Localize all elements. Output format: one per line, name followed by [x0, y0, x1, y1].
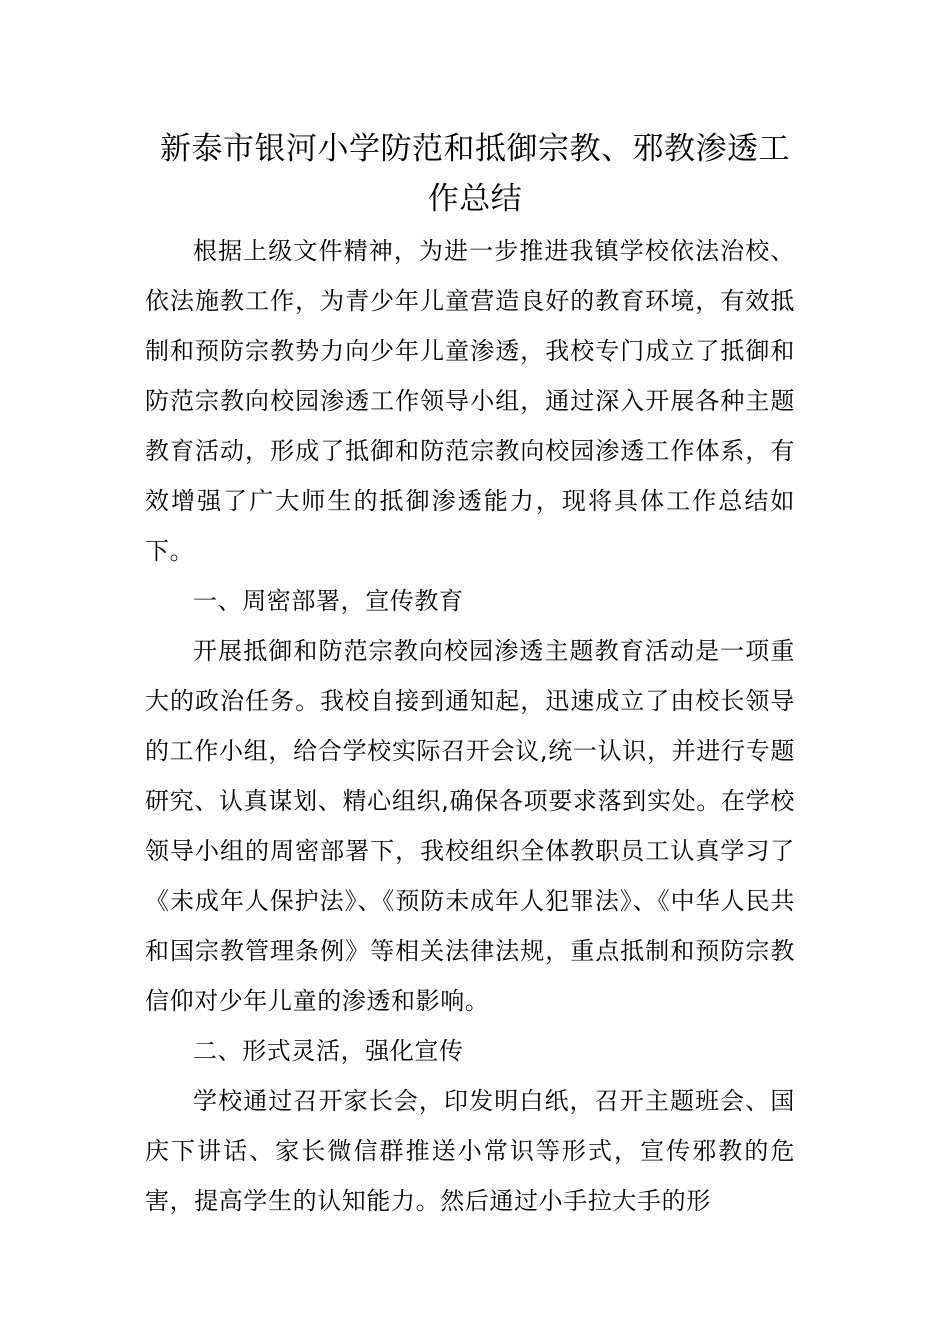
paragraph-section-2: 学校通过召开家长会，印发明白纸，召开主题班会、国庆下讲话、家长微信群推送小常识等形式，宣传邪教的危害，提高学生的认知能力。然后通过小手拉大手的形	[145, 1087, 795, 1215]
document-body	[145, 226, 795, 1226]
section-heading-1: 一、周密部署，宣传教育	[193, 587, 464, 615]
document-title: 新泰市银河小学防范和抵御宗教、邪教渗透工作总结	[160, 131, 790, 217]
paragraph-intro: 根据上级文件精神，为进一步推进我镇学校依法治校、依法施教工作，为青少年儿童营造良好的教育环境，有效抵制和预防宗教势力向少年儿童渗透，我校专门成立了抵御和防范宗教向校园渗透工作领导小组，通过深入开展各种主题教育活动，形成了抵御和防范宗教向校园渗透工作体系，有效增强了广大师生的抵御渗透能力，现将具体工作总结如下。	[145, 237, 795, 565]
paragraph-section-1: 开展抵御和防范宗教向校园渗透主题教育活动是一项重大的政治任务。我校自接到通知起，迅速成立了由校长领导的工作小组，给合学校实际召开会议,统一认识，并进行专题研究、认真谋划、精心组织,确保各项要求落到实处。在学校领导小组的周密部署下，我校组织全体教职员工认真学习了《未成年人保护法》、《预防未成年人犯罪法》、《中华人民共和国宗教管理条例》等相关法律法规，重点抵制和预防宗教信仰对少年儿童的渗透和影响。	[145, 637, 795, 1015]
section-heading-2: 二、形式灵活，强化宣传	[193, 1037, 464, 1065]
